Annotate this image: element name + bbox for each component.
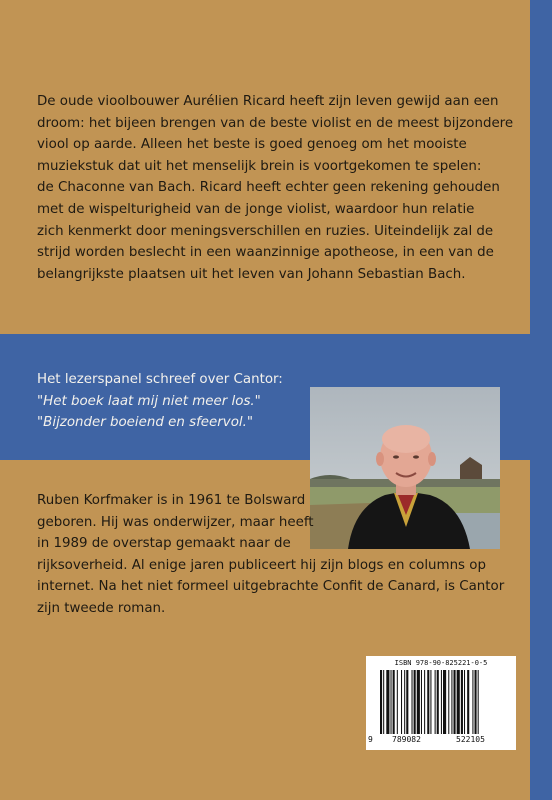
isbn-barcode [366, 656, 516, 750]
bio-line: in 1989 de overstap gemaakt naar de [37, 536, 291, 552]
bio-line: rijksoverheid. Al enige jaren publiceert hij zijn blogs en columns op [37, 557, 486, 573]
panel-heading: Het lezerspanel schreef over Cantor: [37, 372, 283, 387]
bio-line: zijn tweede roman. [37, 600, 166, 616]
reader-panel-quotes [37, 369, 283, 434]
summary-line: viool op aarde. Alleen het beste is goed genoeg om het mooiste [37, 137, 467, 153]
panel-quote: "Het boek laat mij niet meer los." [37, 393, 261, 409]
bio-line: internet. Na het niet formeel uitgebrachte Confit de Canard, is Cantor [37, 579, 505, 595]
bio-line: Ruben Korfmaker is in 1961 te Bolsward [37, 493, 306, 508]
author-bio [37, 490, 504, 620]
bio-line: geboren. Hij was onderwijzer, maar heeft [37, 514, 314, 530]
book-summary [37, 91, 517, 285]
summary-line: muziekstuk dat uit het menselijk brein is voortgekomen te spelen: [37, 158, 482, 174]
isbn-number: ISBN 978-90-825221-0-5 [394, 659, 488, 667]
barcode-bars [372, 670, 510, 738]
summary-line: belangrijkste plaatsen uit het leven van Johann Sebastian Bach. [37, 266, 466, 282]
summary-line: droom: het bijeen brengen van de beste violist en de meest bijzondere [37, 115, 514, 131]
summary-line: zich kenmerkt door meningsverschillen en ruzies. Uiteindelijk zal de [37, 223, 494, 239]
summary-line: De oude vioolbouwer Aurélien Ricard heeft zijn leven gewijd aan een [37, 94, 499, 109]
summary-line: met de wispelturigheid van de jonge violist, waardoor hun relatie [37, 201, 475, 217]
panel-quote: "Bijzonder boeiend en sfeervol." [37, 415, 254, 431]
summary-line: strijd worden beslecht in een waanzinnige apotheose, in een van de [37, 245, 494, 261]
barcode-digits-right: 522105 [456, 735, 485, 744]
barcode-digits-left: 789082 [392, 735, 421, 744]
barcode-digit-first: 9 [368, 735, 373, 744]
summary-line: de Chaconne van Bach. Ricard heeft echter geen rekening gehouden [37, 180, 500, 196]
